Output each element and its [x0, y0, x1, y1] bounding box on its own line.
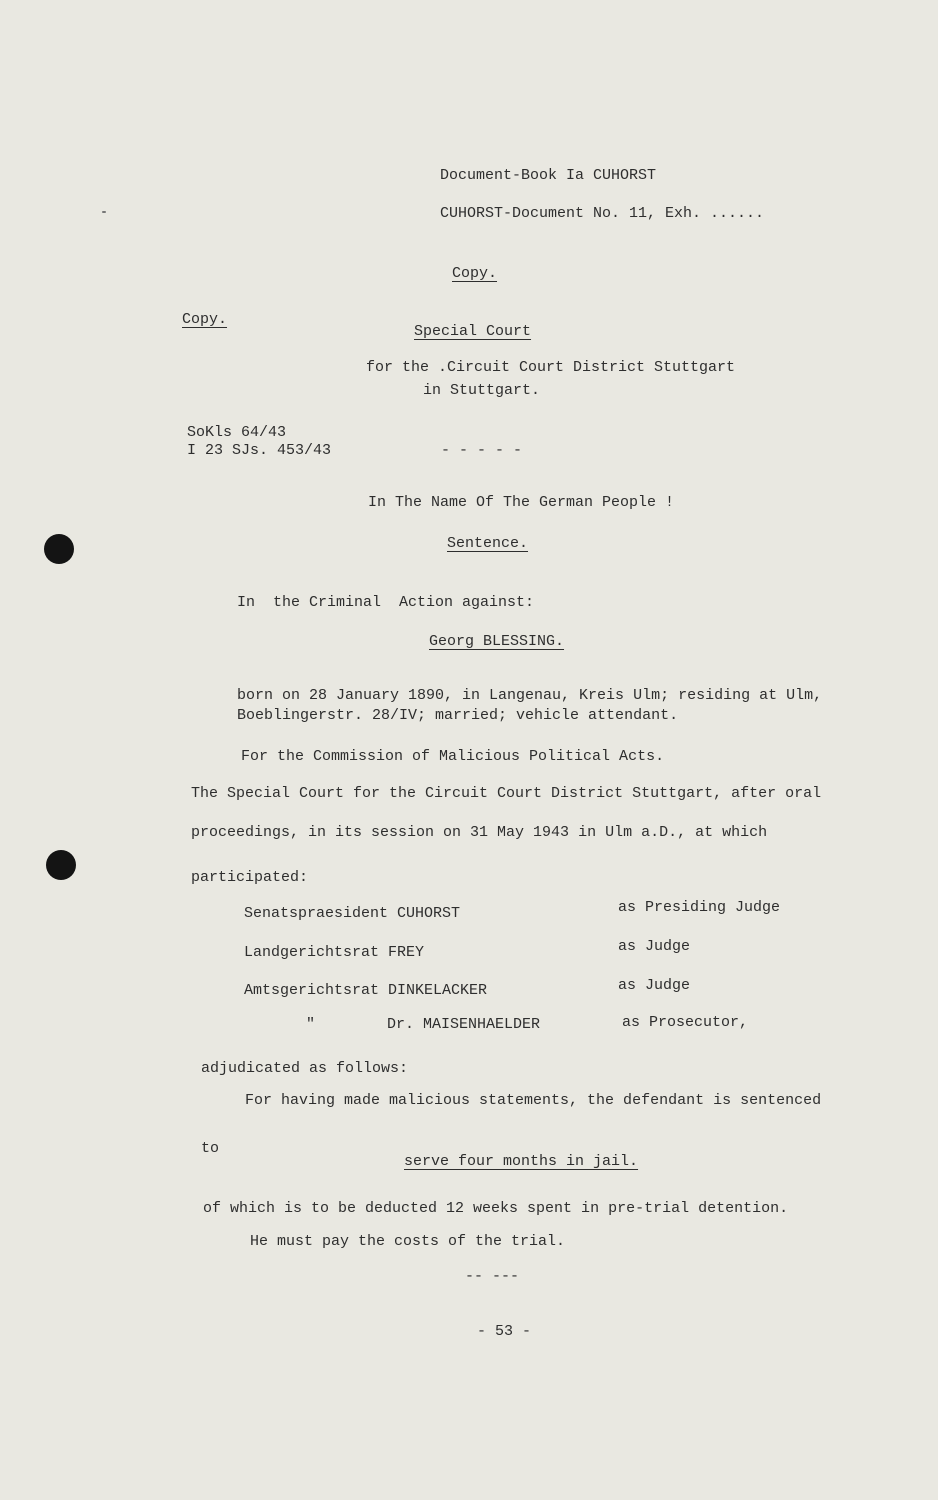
- file-ref-1: SoKls 64/43: [187, 424, 287, 441]
- copy-label-center: Copy.: [452, 265, 498, 282]
- adjudicated-line: adjudicated as follows:: [201, 1060, 409, 1077]
- criminal-action-line: In the Criminal Action against:: [237, 594, 535, 611]
- participant-role: as Presiding Judge: [618, 899, 781, 916]
- deduction-line: of which is to be deducted 12 weeks spent in pre-trial detention.: [203, 1200, 789, 1217]
- defendant-name: Georg BLESSING.: [429, 633, 565, 650]
- participant-name: Amtsgerichtsrat DINKELACKER: [244, 982, 488, 999]
- defendant-info-1: born on 28 January 1890, in Langenau, Kreis Ulm; residing at Ulm,: [237, 687, 823, 704]
- punch-hole-top: [44, 534, 74, 564]
- charge: For the Commission of Malicious Political Acts.: [241, 748, 665, 765]
- court-name: Special Court: [414, 323, 532, 340]
- participant-role: as Judge: [618, 938, 691, 955]
- invocation: In The Name Of The German People !: [368, 494, 675, 511]
- body-line-3: participated:: [191, 869, 309, 886]
- document-book-label: Document-Book Ia CUHORST: [440, 167, 657, 184]
- court-line-1: for the .Circuit Court District Stuttgart: [366, 359, 736, 376]
- file-ref-2: I 23 SJs. 453/43: [187, 442, 332, 459]
- costs-line: He must pay the costs of the trial.: [250, 1233, 566, 1250]
- verdict-line-1: For having made malicious statements, the defendant is sentenced: [245, 1092, 822, 1109]
- verdict-to: to: [201, 1140, 220, 1157]
- sentence-heading: Sentence.: [447, 535, 529, 552]
- body-line-1: The Special Court for the Circuit Court District Stuttgart, after oral: [191, 785, 822, 802]
- participant-role: as Judge: [618, 977, 691, 994]
- end-dashes: -- ---: [465, 1268, 520, 1285]
- participant-role: as Prosecutor,: [622, 1014, 749, 1031]
- copy-label-left: Copy.: [182, 311, 228, 328]
- participant-name: Senatspraesident CUHORST: [244, 905, 461, 922]
- page-number: - 53 -: [477, 1323, 532, 1340]
- body-line-2: proceedings, in its session on 31 May 1943 in Ulm a.D., at which: [191, 824, 768, 841]
- paper-speck: [102, 211, 106, 213]
- court-line-2: in Stuttgart.: [423, 382, 541, 399]
- participant-name: Landgerichtsrat FREY: [244, 944, 425, 961]
- separator-dashes: - - - - -: [441, 442, 523, 459]
- defendant-info-2: Boeblingerstr. 28/IV; married; vehicle attendant.: [237, 707, 679, 724]
- verdict-penalty: serve four months in jail.: [404, 1153, 639, 1170]
- document-number: CUHORST-Document No. 11, Exh. ......: [440, 205, 765, 222]
- participant-name: " Dr. MAISENHAELDER: [306, 1016, 541, 1033]
- punch-hole-bottom: [46, 850, 76, 880]
